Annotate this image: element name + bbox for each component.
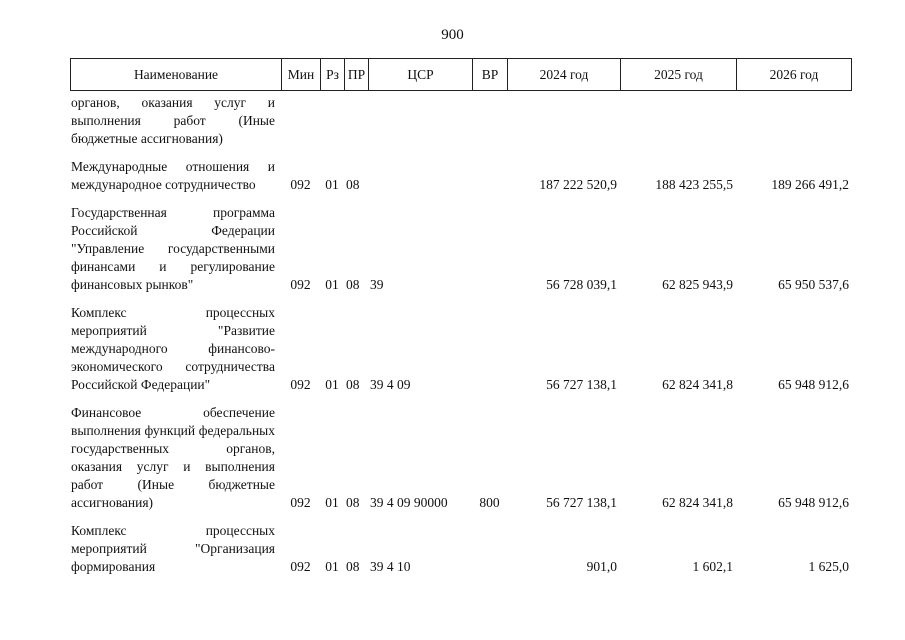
row-2024: 187 222 520,9 [539,177,617,192]
row-2026: 65 950 537,6 [778,277,849,292]
row-name: органов, оказания услуг и выполнения работ (Иные бюджетные ассигнования) [71,95,275,146]
row-2024: 56 727 138,1 [546,377,617,392]
page-number: 900 [441,27,464,43]
row-2025: 1 602,1 [692,559,733,574]
table-row [70,522,852,576]
row-2026: 65 948 912,6 [778,495,849,510]
row-min: 092 [290,495,311,510]
row-2025: 188 423 255,5 [655,177,733,192]
header-2026: 2026 год [736,58,852,91]
row-name: Международные отношения и международное сотрудничество [71,159,275,192]
row-rz: 01 [325,277,339,292]
header-name: Наименование [70,58,281,91]
row-pr: 08 [346,559,360,574]
row-pr: 08 [346,377,360,392]
row-pr: 08 [346,495,360,510]
row-2026: 1 625,0 [808,559,849,574]
row-2024: 56 727 138,1 [546,495,617,510]
table-header [70,58,852,91]
row-min: 092 [290,277,311,292]
row-2025: 62 825 943,9 [662,277,733,292]
row-rz: 01 [325,559,339,574]
row-csr: 39 [370,277,384,292]
row-rz: 01 [325,177,339,192]
row-2025: 62 824 341,8 [662,495,733,510]
row-csr: 39 4 09 [370,377,411,392]
header-2025: 2025 год [620,58,736,91]
header-min: Мин [281,58,320,91]
row-min: 092 [290,559,311,574]
row-2024: 901,0 [586,559,617,574]
row-name: Финансовое обеспечение выполнения функций федеральных государственных органов, оказания услуг и выполнения работ (Иные бюджетные ассигнования) [71,405,275,510]
header-csr: ЦСР [368,58,472,91]
row-2026: 65 948 912,6 [778,377,849,392]
header-rz: Рз [320,58,344,91]
table-row [70,94,852,148]
row-rz: 01 [325,377,339,392]
table-body [70,94,852,586]
row-name: Комплекс процессных мероприятий "Развитие международного финансово-экономического сотрудничества Российской Федерации" [71,305,275,392]
row-min: 092 [290,377,311,392]
row-2025: 62 824 341,8 [662,377,733,392]
table-row [70,158,852,194]
row-rz: 01 [325,495,339,510]
table-row [70,304,852,394]
row-pr: 08 [346,277,360,292]
row-name: Государственная программа Российской Федерации "Управление государственными финансами и регулирование финансовых рынков" [71,205,275,292]
row-pr: 08 [346,177,360,192]
row-name: Комплекс процессных мероприятий "Организация формирования [71,523,275,574]
row-2024: 56 728 039,1 [546,277,617,292]
row-csr: 39 4 09 90000 [370,495,448,510]
row-min: 092 [290,177,311,192]
row-csr: 39 4 10 [370,559,411,574]
table-row [70,204,852,294]
table-row [70,404,852,512]
header-pr: ПР [344,58,368,91]
row-2026: 189 266 491,2 [771,177,849,192]
header-2024: 2024 год [507,58,620,91]
row-vr: 800 [479,495,500,510]
header-vr: ВР [472,58,507,91]
